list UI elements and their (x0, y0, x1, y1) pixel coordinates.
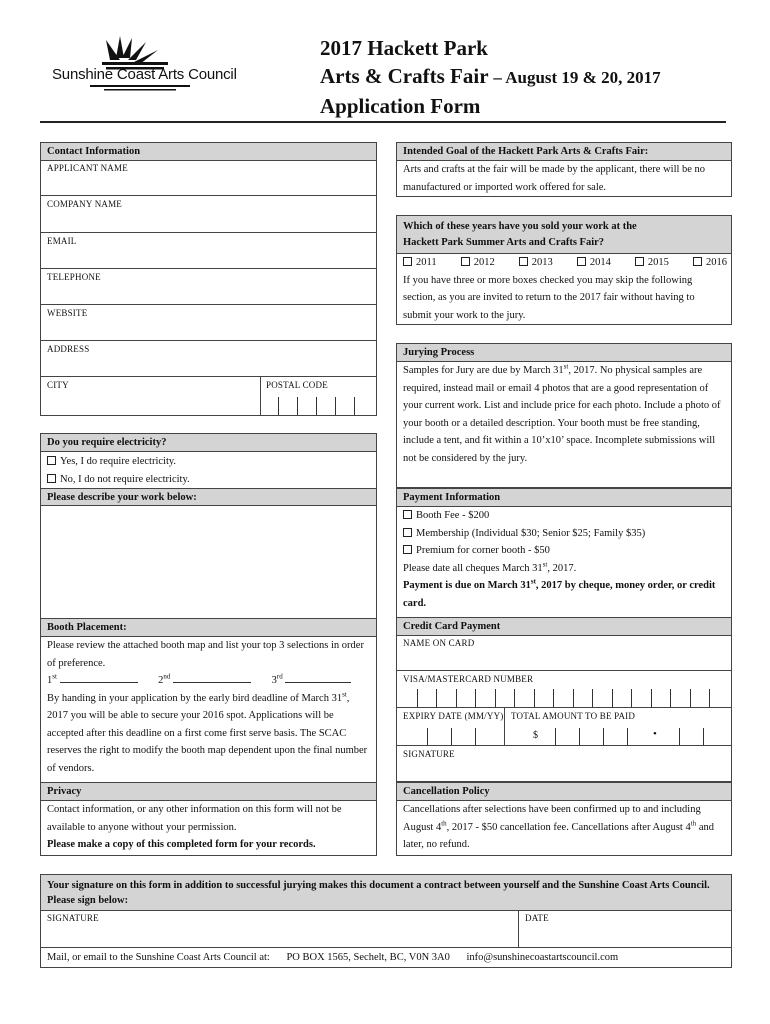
checkbox-icon[interactable] (635, 257, 644, 266)
card-number-tick (495, 689, 496, 707)
company-name-field[interactable] (41, 196, 376, 233)
electricity-yes-label: Yes, I do require electricity. (60, 456, 177, 467)
choice-2-number: 2 (158, 675, 164, 686)
electricity-yes-option[interactable] (41, 453, 376, 471)
contact-email[interactable]: info@sunshinecoastartscouncil.com (466, 952, 619, 963)
website-label: WEBSITE (47, 308, 88, 318)
applicant-name-field[interactable] (41, 160, 376, 196)
decimal-dot: • (653, 728, 657, 740)
footer-signature-label: SIGNATURE (47, 913, 99, 923)
electricity-section (40, 433, 377, 619)
company-name-label: COMPANY NAME (47, 199, 122, 209)
checkbox-icon[interactable] (403, 510, 412, 519)
expiry-tick (427, 728, 428, 745)
org-name: Sunshine Coast Arts Council (52, 66, 237, 83)
booth-deadline-part2: , 2017 you will be able to secure your 2016 spot. Applications will be accepted after this deadline on a first come first serve basis. The SCAC reserves the right to modify the booth map dependent upon the final number of vendors. (47, 692, 368, 774)
year-option-2011[interactable] (403, 254, 437, 272)
booth-deadline-part1: By handing in your application by the early bird deadline of March 31 (47, 692, 343, 704)
telephone-label: TELEPHONE (47, 272, 101, 282)
card-number-tick (534, 689, 535, 707)
card-signature-label: SIGNATURE (403, 749, 455, 759)
card-number-field[interactable] (397, 671, 731, 708)
footer-date-field[interactable] (519, 910, 731, 948)
year-label: 2014 (589, 257, 611, 268)
checkbox-icon[interactable] (47, 474, 56, 483)
corner-booth-option[interactable] (397, 542, 731, 560)
booth-instructions: Please review the attached booth map and list your top 3 selections in order of preference. (47, 640, 364, 669)
city-field[interactable] (41, 377, 261, 415)
describe-work-header: Please describe your work below: (41, 488, 376, 506)
cancellation-suffix1: th (441, 819, 447, 827)
contact-header: Contact Information (41, 143, 376, 161)
choice-3-number: 3 (271, 675, 277, 686)
electricity-no-label: No, I do not require electricity. (60, 473, 190, 485)
card-number-tick (592, 689, 593, 707)
card-number-tick (631, 689, 632, 707)
payment-section (396, 488, 732, 618)
amount-tick (603, 728, 604, 745)
membership-label: Membership (Individual $30; Senior $25; Family $35) (416, 527, 646, 539)
expiry-tick (475, 728, 476, 745)
year-label: 2016 (705, 257, 727, 268)
title-dates: – August 19 & 20, 2017 (493, 68, 661, 87)
footer-date-label: DATE (525, 913, 549, 923)
expiry-field[interactable] (397, 708, 505, 746)
booth-section (40, 618, 377, 783)
footer-header: Your signature on this form in addition to successful jurying makes this document a contract between yourself and the Sunshine Coast Arts Council. Please sign below: (41, 875, 731, 911)
amount-tick (679, 728, 680, 745)
year-option-2015[interactable] (635, 254, 669, 272)
name-on-card-label: NAME ON CARD (403, 638, 475, 648)
expiry-tick (451, 728, 452, 745)
footer-section (40, 874, 732, 968)
checkbox-icon[interactable] (519, 257, 528, 266)
card-number-tick (553, 689, 554, 707)
amount-tick (579, 728, 580, 745)
payment-header: Payment Information (397, 489, 731, 507)
booth-fee-label: Booth Fee - $200 (416, 510, 490, 521)
payment-due-part2: , 2017 by cheque, money order, or credit card. (403, 580, 716, 609)
booth-deadline-suffix: st (342, 690, 347, 698)
cheque-date-part2: , 2017. (547, 562, 577, 574)
checkbox-icon[interactable] (693, 257, 702, 266)
jury-text-suffix: st (563, 362, 569, 371)
title-line1: 2017 Hackett Park (320, 36, 488, 60)
card-number-tick (612, 689, 613, 707)
checkbox-icon[interactable] (403, 545, 412, 554)
cancellation-header: Cancellation Policy (397, 783, 731, 801)
checkbox-icon[interactable] (47, 456, 56, 465)
years-text: If you have three or more boxes checked you may skip the following section, as you are invited to return to the 2017 fair without having to submit your work to the jury. (403, 274, 695, 321)
logo (50, 34, 237, 92)
cheque-date-note (397, 560, 731, 578)
checkbox-icon[interactable] (461, 257, 470, 266)
amount-tick (555, 728, 556, 745)
cancellation-part1: Cancellations after selections have been confirmed up to and including August 4 (403, 804, 701, 833)
membership-option[interactable] (397, 525, 731, 543)
year-label: 2012 (473, 257, 495, 268)
name-on-card-field[interactable] (397, 635, 731, 671)
checkbox-icon[interactable] (577, 257, 586, 266)
card-number-tick (475, 689, 476, 707)
year-option-2013[interactable] (519, 254, 553, 272)
email-field[interactable] (41, 233, 376, 269)
cancellation-text (397, 801, 731, 854)
card-number-tick (436, 689, 437, 707)
privacy-text: Contact information, or any other information on this form will not be available to anyone without your permission. (47, 804, 342, 833)
card-number-tick (417, 689, 418, 707)
choice-2-suffix: nd (163, 672, 171, 681)
year-option-2014[interactable] (577, 254, 611, 272)
amount-tick (703, 728, 704, 745)
title-line3: Application Form (320, 94, 481, 118)
total-amount-label: TOTAL AMOUNT TO BE PAID (511, 711, 636, 721)
credit-card-header: Credit Card Payment (397, 618, 731, 636)
card-number-tick (651, 689, 652, 707)
postal-tick (316, 397, 317, 415)
privacy-header: Privacy (41, 783, 376, 801)
address-label: ADDRESS (47, 344, 90, 354)
year-label: 2015 (647, 257, 669, 268)
mail-text: Mail, or email to the Sunshine Coast Arts Council at: (47, 952, 270, 963)
checkbox-icon[interactable] (403, 257, 412, 266)
privacy-copy-note: Please make a copy of this completed form for your records. (47, 839, 316, 850)
payment-due-part1: Payment is due on March 31 (403, 580, 531, 591)
goal-header: Intended Goal of the Hackett Park Arts & Crafts Fair: (397, 143, 731, 161)
cheque-date-suffix: st (542, 560, 548, 568)
card-number-tick (670, 689, 671, 707)
card-number-tick (573, 689, 574, 707)
choice-1-blank[interactable] (60, 682, 138, 683)
years-header-line1: Which of these years have you sold your work at the (403, 221, 637, 232)
booth-header: Booth Placement: (41, 619, 376, 637)
payment-due-note (397, 577, 731, 612)
card-number-tick (456, 689, 457, 707)
email-label: EMAIL (47, 236, 77, 246)
years-options (397, 254, 731, 272)
form-title (320, 34, 661, 120)
contact-section (40, 142, 377, 416)
postal-code-field[interactable] (260, 377, 376, 415)
amount-tick (627, 728, 628, 745)
cancellation-part2: , 2017 - $50 cancellation fee. Cancellations after August 4 (446, 821, 691, 833)
credit-card-section (396, 617, 732, 782)
telephone-field[interactable] (41, 269, 376, 305)
electricity-header: Do you require electricity? (41, 434, 376, 452)
payment-due-suffix: st (530, 577, 536, 586)
card-number-tick (709, 689, 710, 707)
footer-signature-field[interactable] (41, 910, 519, 948)
corner-booth-label: Premium for corner booth - $50 (416, 545, 550, 556)
year-option-2016[interactable] (693, 254, 727, 272)
booth-fee-option[interactable] (397, 507, 731, 525)
card-signature-field[interactable] (397, 746, 731, 781)
total-amount-field[interactable] (505, 708, 731, 746)
title-fair-name: Arts & Crafts Fair (320, 64, 489, 88)
postal-tick (278, 397, 279, 415)
year-label: 2011 (416, 257, 437, 268)
title-line2 (320, 62, 661, 92)
website-field[interactable] (41, 305, 376, 341)
card-number-tick (514, 689, 515, 707)
privacy-section (40, 782, 377, 856)
describe-work-area[interactable] (41, 506, 376, 616)
years-section (396, 215, 732, 325)
booth-deadline-text (41, 690, 376, 778)
postal-tick (297, 397, 298, 415)
choice-3-suffix: rd (276, 672, 283, 681)
jury-text (397, 362, 731, 467)
choice-3-blank[interactable] (285, 682, 351, 683)
city-label: CITY (47, 380, 69, 390)
choice-2-blank[interactable] (173, 682, 251, 683)
postal-tick (335, 397, 336, 415)
cancellation-suffix2: th (690, 819, 697, 827)
choice-1-number: 1 (47, 675, 53, 686)
goal-text: Arts and crafts at the fair will be made by the applicant, there will be no manufactured or imported work offered for sale. (403, 164, 706, 193)
applicant-name-label: APPLICANT NAME (47, 163, 128, 173)
jury-header: Jurying Process (397, 344, 731, 362)
postal-tick (354, 397, 355, 415)
checkbox-icon[interactable] (403, 528, 412, 537)
mail-address: PO BOX 1565, Sechelt, BC, V0N 3A0 (286, 952, 450, 963)
goal-section (396, 142, 732, 197)
choice-1-suffix: st (52, 672, 57, 681)
postal-code-label: POSTAL CODE (266, 380, 328, 390)
expiry-label: EXPIRY DATE (MM/YY) (403, 711, 504, 721)
jury-text-part1: Samples for Jury are due by March 31 (403, 365, 564, 376)
cancellation-part3: and later, no refund. (403, 821, 714, 850)
year-label: 2013 (531, 257, 553, 268)
jury-text-part2: , 2017. No physical samples are required, instead mail or email 4 photos that are a good representation of your current work. List and include price for each photo. Include a photo of your booth or a detailed description. Your booth must be free standing, include a tent, and fit within a 10’x10’ space. Incomplete submissions will not be considered by the jury. (403, 365, 721, 464)
booth-choices (41, 672, 376, 690)
card-number-tick (690, 689, 691, 707)
dollar-sign: $ (533, 730, 538, 741)
years-header (397, 216, 731, 254)
years-header-line2: Hackett Park Summer Arts and Crafts Fair? (403, 237, 605, 248)
year-option-2012[interactable] (461, 254, 495, 272)
card-number-label: VISA/MASTERCARD NUMBER (403, 674, 534, 684)
address-field[interactable] (41, 341, 376, 377)
electricity-no-option[interactable] (41, 471, 376, 489)
jury-section (396, 343, 732, 488)
cancellation-section (396, 782, 732, 856)
title-divider (40, 121, 726, 123)
mail-line (41, 949, 743, 967)
sun-logo-icon (50, 34, 220, 92)
cheque-date-part1: Please date all cheques March 31 (403, 562, 543, 574)
